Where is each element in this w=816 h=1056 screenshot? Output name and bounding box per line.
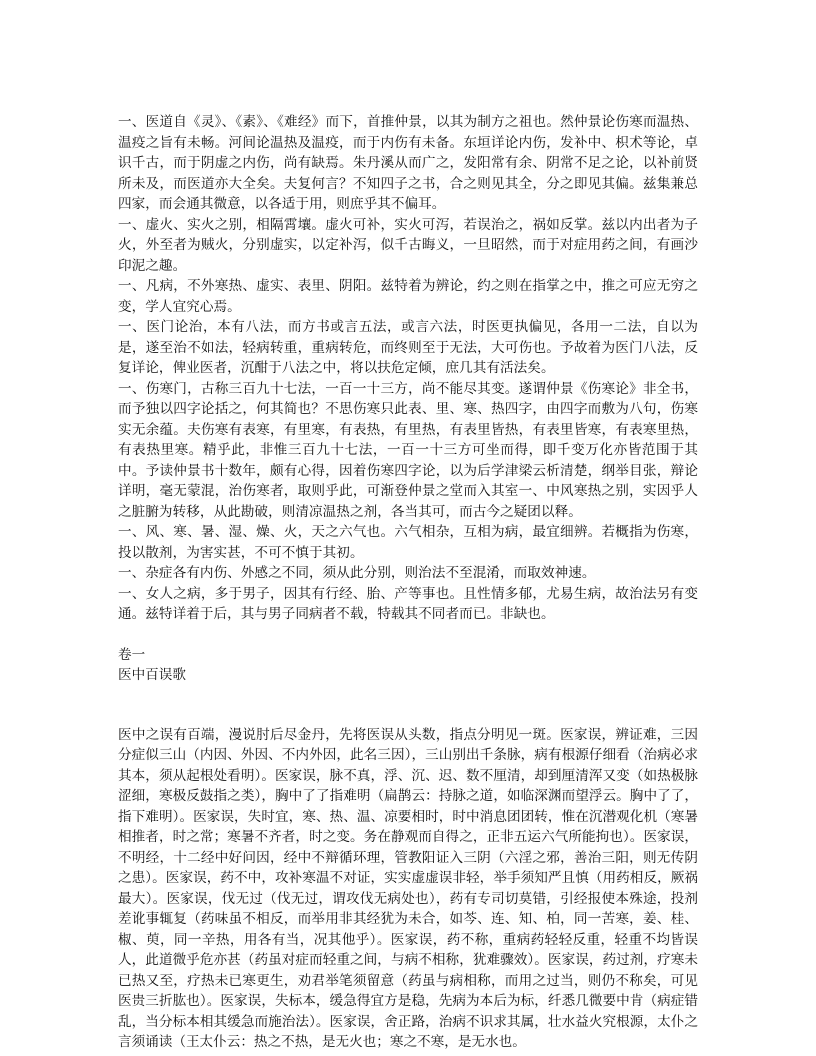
preface-paragraph-8: 一、女人之病，多于男子，因其有行经、胎、产等事也。且性情多郁，尤易生病，故治法另有变通。兹特详着于后，其与男子同病者不载，特载其不同者而已。非缺也。	[118, 585, 698, 622]
volume-label: 卷一	[118, 646, 146, 663]
preface-paragraph-2: 一、虚火、实火之别，相隔霄壤。虚火可补，实火可泻，若误治之，祸如反掌。兹以内出者为子火，外至者为贼火，分别虚实，以定补泻，似千古晦义，一旦昭然，而于对症用药之间，有画沙印泥之趣。	[118, 216, 698, 274]
document-page	[118, 112, 698, 1053]
section-body: 医中之误有百端，漫说肘后尽金丹，先将医误从头数，指点分明见一斑。医家误，辨证难，三因分症似三山（内因、外因、不内外因，此名三因），三山别出千条脉，病有根源仔细看（治病必求其本，须从起根处看明）。医家误，脉不真，浮、沉、迟、数不厘清，却到厘清浑又变（如热极脉涩细，寒极反鼓指之类），胸中了了指难明（扁鹊云：持脉之道，如临深渊而望浮云。胸中了了，指下难明）。医家误，失时宜，寒、热、温、凉要相时，时中消息团团转，惟在沉潜观化机（寒暑相推者，时之常；寒暑不齐者，时之变。务在静观而自得之，正非五运六气所能拘也）。医家误，不明经，十二经中好问因，经中不辩循环理，管教阳证入三阴（六淫之邪，善治三阳，则无传阴之患）。医家误，药不中，攻补寒温不对证，实实虚虚误非轻，举手须知严且慎（用药相反，厥祸最大）。医家误，伐无过（伐无过，谓攻伐无病处也），药有专司切莫错，引经报使本殊途，投剂差讹事辄复（药味虽不相反，而举用非其经犹为未合，如芩、连、知、柏，同一苦寒，姜、桂、椒、萸，同一辛热，用各有当，况其他乎）。医家误，药不称，重病药轻轻反重，轻重不均皆误人，此道微乎危亦甚（药虽对症而轻重之间，与病不相称，犹难骤效）。医家误，药过剂，疗寒未已热又至，疗热未已寒更生，劝君举笔须留意（药虽与病相称，而用之过当，则仍不称矣，可见医贵三折肱也）。医家误，失标本，缓急得宜方是稳，先病为本后为标，纤悉几微要中肯（病症错乱，当分标本相其缓急而施治法）。医家误，舍正路，治病不识求其属，壮水益火究根源，太仆之言须诵读（王太仆云：热之不热，是无火也；寒之不寒，是无水也。	[118, 726, 698, 1050]
preface-paragraph-6: 一、风、寒、暑、湿、燥、火，天之六气也。六气相杂，互相为病，最宜细辨。若概指为伤寒，投以散剂，为害实甚，不可不慎于其初。	[118, 524, 698, 561]
spacer	[118, 686, 698, 725]
spacer	[118, 625, 698, 645]
preface-block	[118, 112, 698, 625]
section-title: 医中百误歌	[118, 667, 186, 683]
preface-paragraph-4: 一、医门论治，本有八法，而方书或言五法，或言六法，时医更执偏见，各用一二法，自以为是，遂至治不如法，轻病转重，重病转危，而终则至于无法，大可伤也。予故着为医门八法，反复详论，俾业医者，沉酣于八法之中，将以扶危定倾，庶几其有活法矣。	[118, 319, 698, 376]
preface-paragraph-3: 一、凡病，不外寒热、虚实、表里、阴阳。兹特着为辨论，约之则在指掌之中，推之可应无穷之变，学人宜究心焉。	[118, 278, 698, 315]
preface-paragraph-1: 一、医道自《灵》、《素》、《难经》而下，首推仲景，以其为制方之祖也。然仲景论伤寒而温热、温疫之旨有未畅。河间论温热及温疫，而于内伤有未备。东垣详论内伤，发补中、枳术等论，卓识千古，而于阴虚之内伤，尚有缺焉。朱丹溪从而广之，发阳常有余、阴常不足之论，以补前贤所未及，而医道亦大全矣。夫复何言？不知四子之书，合之则见其全，分之即见其偏。兹集兼总四家，而会通其微意，以各适于用，则庶乎其不偏耳。	[118, 114, 698, 212]
preface-paragraph-5: 一、伤寒门，古称三百九十七法，一百一十三方，尚不能尽其变。遂谓仲景《伤寒论》非全书，而予独以四字论括之，何其简也？不思伤寒只此表、里、寒、热四字，由四字而敷为八句，伤寒实无余蕴。夫伤寒有表寒，有里寒，有表热，有里热，有表里皆热，有表里皆寒，有表寒里热，有表热里寒。精乎此，非惟三百九十七法，一百一十三方可坐而得，即千变万化亦皆范围于其中。予读仲景书十数年，颇有心得，因着伤寒四字论，以为后学津梁云析清楚，纲举目张，辩论详明，毫无蒙混，治伤寒者，取则乎此，可渐登仲景之堂而入其室一、中风寒热之别，实因乎人之脏腑为转移，从此勘破，则清凉温热之剂，各当其可，而古今之疑团以释。	[118, 380, 698, 520]
preface-paragraph-7: 一、杂症各有内伤、外感之不同，须从此分别，则治法不至混淆，而取效神速。	[118, 565, 596, 581]
